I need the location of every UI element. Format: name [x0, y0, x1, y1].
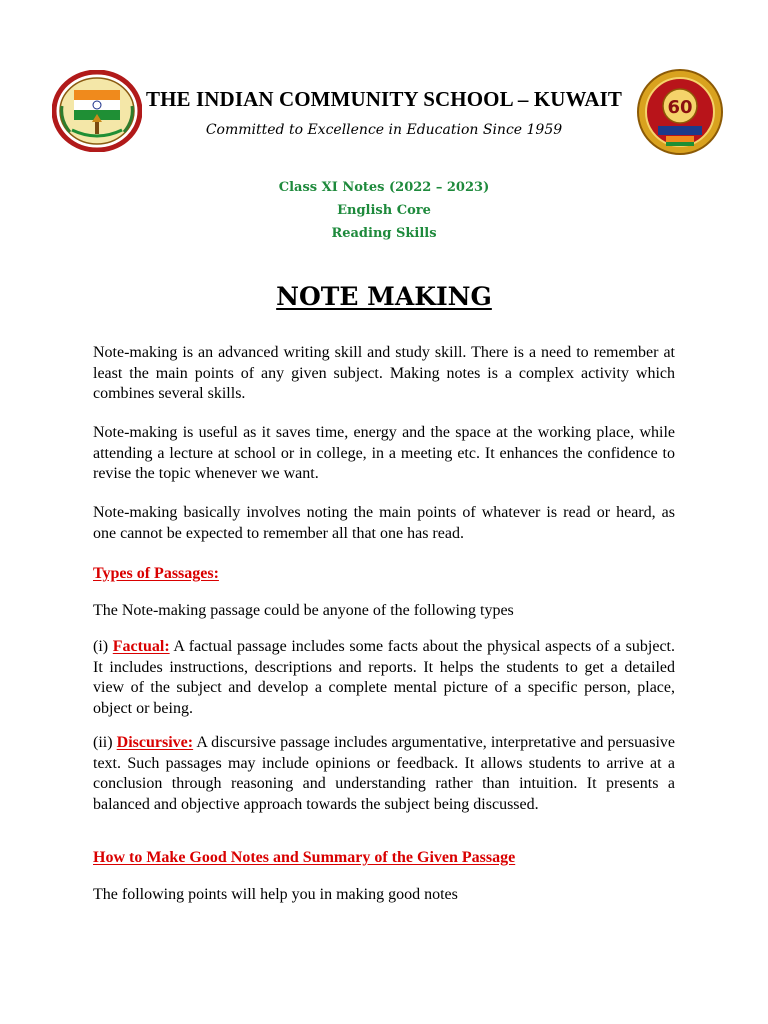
school-logo	[52, 70, 142, 152]
factual-prefix: (i)	[93, 638, 113, 655]
how-heading: How to Make Good Notes and Summary of the Given Passage	[93, 849, 516, 866]
factual-text: A factual passage includes some facts about the physical aspects of a subject. It includes instructions, descriptions and reports. It helps the students to get a detailed view of the subject and develop a complete mental picture of a specific person, place, object or being.	[93, 638, 675, 717]
class-notes-line: Class XI Notes (2022 – 2023)	[278, 180, 490, 195]
factual-paragraph	[93, 637, 675, 719]
anniversary-emblem	[636, 68, 724, 156]
page-title: NOTE MAKING	[276, 282, 492, 311]
emblem-number: 60	[667, 97, 693, 118]
school-motto: Committed to Excellence in Education Since 1959	[205, 122, 563, 138]
subject-line: English Core	[337, 203, 431, 218]
school-name: THE INDIAN COMMUNITY SCHOOL – KUWAIT	[146, 87, 622, 111]
usefulness-paragraph: Note-making is useful as it saves time, energy and the space at the working place, while attending a lecture at school or in college, in a meeting etc. It enhances the confidence to revise the topic whenever we want.	[93, 424, 675, 482]
unit-line: Reading Skills	[331, 226, 437, 241]
intro-paragraph: Note-making is an advanced writing skill and study skill. There is a need to remember at least the main points of any given subject. Making notes is a complex activity which combines several skills.	[93, 344, 675, 402]
discursive-text: A discursive passage includes argumentative, interpretative and persuasive text. Such passages may include opinions or feedback. It allows students to arrive at a conclusion through reasoning and understanding rather than intuition. It presents a balanced and objective approach towards the subject being discussed.	[93, 734, 675, 813]
closing-line: The following points will help you in making good notes	[93, 886, 458, 903]
types-intro: The Note-making passage could be anyone of the following types	[93, 602, 514, 619]
factual-label: Factual:	[112, 638, 170, 655]
discursive-prefix: (ii)	[93, 734, 117, 751]
definition-paragraph: Note-making basically involves noting the main points of whatever is read or heard, as one cannot be expected to remember all that one has read.	[93, 504, 675, 542]
types-heading: Types of Passages:	[93, 565, 219, 582]
discursive-label: Discursive:	[116, 734, 194, 751]
discursive-paragraph	[93, 733, 675, 815]
